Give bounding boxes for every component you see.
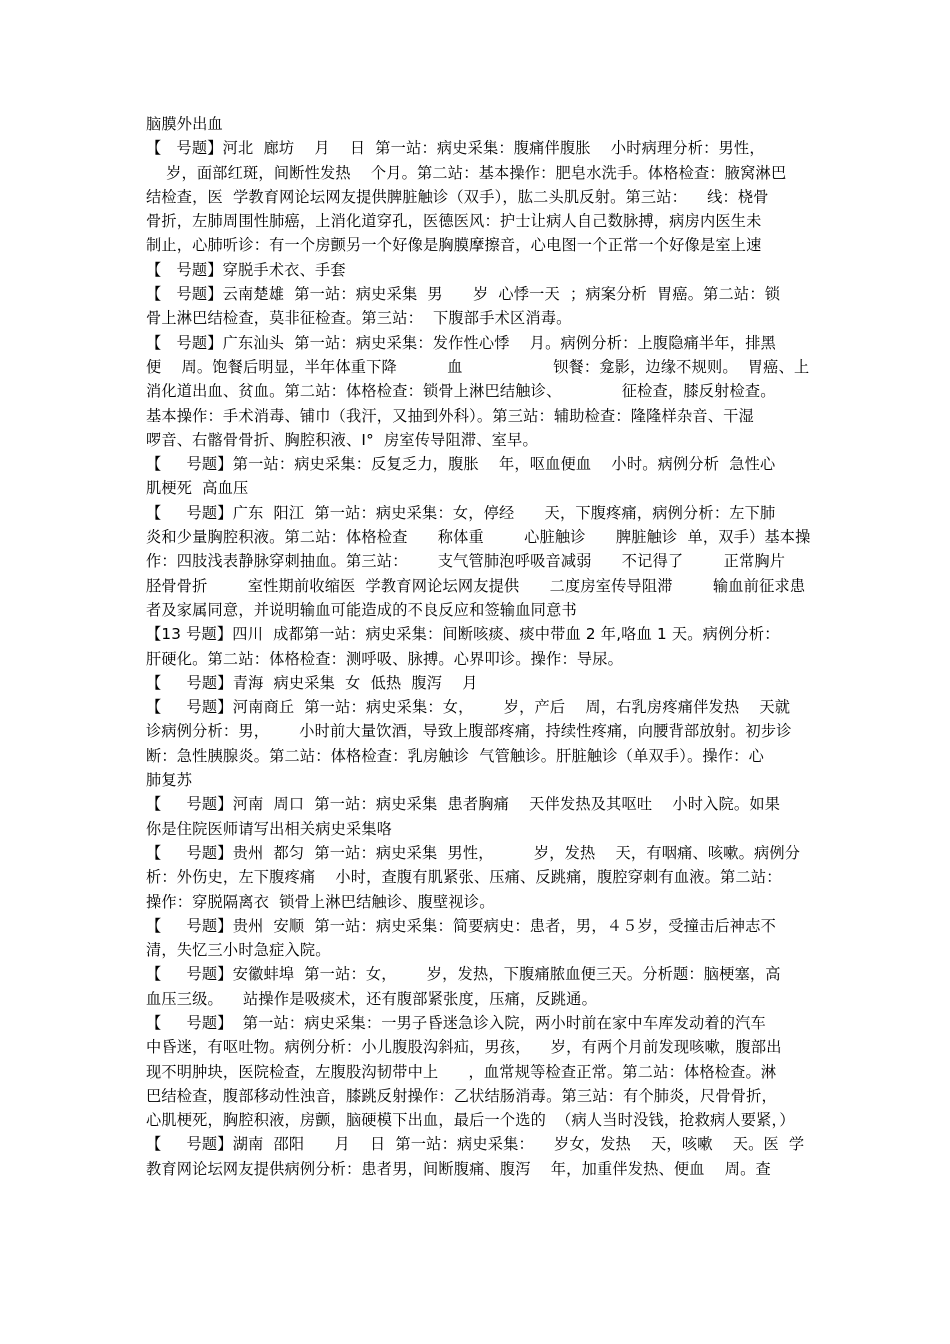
text-line: 者及家属同意，并说明输血可能造成的不良反应和签输血同意书 [146,600,577,619]
text-line: 炎和少量胸腔积液。第二站：体格检查 称体重 心脏触诊 脾脏触诊 单，双手）基本操 [146,528,811,547]
text-line: 你是住院医师请写出相关病史采集咯 [146,819,393,838]
text-line: 析：外伤史，左下腹疼痛 小时，查腹有肌紧张、压痛、反跳痛，腹腔穿刺有血液。第二站： [146,868,782,887]
text-line: 【 号题】第一站：病史采集：反复乏力，腹胀 年，呕血便血 小时。病例分析 急性心 [146,455,776,474]
text-line: 中昏迷，有呕吐物。病例分析：小儿腹股沟斜疝，男孩， 岁，有两个月前发现咳嗽，腹部出 [146,1038,782,1057]
text-line: 【 号题】广东 阳江 第一站：病史采集：女，停经 天，下腹疼痛，病例分析：左下肺 [146,503,776,522]
text-line: 脑膜外出血 [146,115,223,133]
text-line: 肺复苏 [146,771,193,790]
text-line: 便 周。饱餐后明显，半年体重下降 血 钡餐：龛影，边缘不规则。 胃癌、上 [146,357,810,376]
text-line: 肌梗死 高血压 [146,479,249,498]
text-line: 心肌梗死，胸腔积液，房颤，脑硬模下出血，最后一个选的 （病人当时没钱，抢救病人要紧，） [146,1111,795,1130]
text-line: 教育网论坛网友提供病例分析：患者男，间断腹痛、腹泻 年，加重伴发热、便血 周。查 [146,1159,771,1178]
text-line: 消化道出血、贫血。第二站：体格检查：锁骨上淋巴结触诊、 征检查，膝反射检查。 [146,382,776,401]
text-line: 岁，面部红斑，间断性发热 个月。第二站：基本操作：肥皂水洗手。体格检查：腋窝淋巴 [146,163,787,182]
text-line: 制止，心肺听诊：有一个房颤另一个好像是胸膜摩擦音，心电图一个正常一个好像是室上速 [146,236,762,255]
text-line: 血压三级。 站操作是吸痰术，还有腹部紧张度，压痛，反跳通。 [146,989,597,1008]
text-line: 作：四肢浅表静脉穿刺抽血。第三站： 支气管肺泡呼吸音减弱 不记得了 正常胸片 [146,552,786,571]
text-line: 断：急性胰腺炎。第二站：体格检查：乳房触诊 气管触诊。肝脏触诊（单双手）。操作：心 [146,746,764,765]
text-line: 【 号题】河南商丘 第一站：病史采集：女， 岁，产后 周，右乳房疼痛伴发热 天就 [146,698,791,717]
text-line: 基本操作：手术消毒、铺巾（我汗，又抽到外科）。第三站：辅助检查：隆隆样杂音、干湿 [146,406,754,425]
text-line: 【13 号题】四川 成都第一站：病史采集：间断咳痰、痰中带血 2 年,咯血 1 天。病例分析： [146,625,780,644]
text-line: 【 号题】贵州 都匀 第一站：病史采集 男性， 岁，发热 天，有咽痛、咳嗽。病例分 [146,843,801,862]
text-line: 【 号题】湖南 邵阳 月 日 第一站：病史采集： 岁女，发热 天，咳嗽 天。医 学 [146,1135,805,1154]
text-line: 结检查，医 学教育网论坛网友提供脾脏触诊（双手），肱二头肌反射。第三站： 线：桡骨 [146,187,769,206]
text-line: 【 号题】安徽蚌埠 第一站：女， 岁，发热，下腹痛脓血便三天。分析题：脑梗塞，高 [146,965,781,984]
text-line: 【 号题】穿脱手术衣、手套 [146,260,346,279]
text-line: 诊病例分析：男， 小时前大量饮酒，导致上腹部疼痛，持续性疼痛，向腰背部放射。初步诊 [146,722,792,741]
text-line: 肝硬化。第二站：体格检查：测呼吸、脉搏。心界叩诊。操作：导尿。 [146,649,624,668]
text-line: 【 号题】 第一站：病史采集：一男子昏迷急诊入院，两小时前在家中车库发动着的汽车 [146,1013,766,1032]
document-body [146,112,816,1181]
text-line: 【 号题】广东汕头 第一站：病史采集：发作性心悸 月。病例分析：上腹隐痛半年，排黑 [146,333,776,352]
text-line: 【 号题】云南楚雄 第一站：病史采集 男 岁 心悸一天 ；病案分析 胃癌。第二站：锁 [146,285,781,304]
text-line: 【 号题】青海 病史采集 女 低热 腹泻 月 [146,673,478,692]
text-line: 操作：穿脱隔离衣 锁骨上淋巴结触诊、腹壁视诊。 [146,892,495,911]
text-line: 胫骨骨折 室性期前收缩医 学教育网论坛网友提供 二度房室传导阻滞 输血前征求患 [146,576,806,595]
text-line: 骨折，左肺周围性肺癌，上消化道穿孔，医德医风：护士让病人自己数脉搏，病房内医生未 [146,212,762,231]
text-line: 现不明肿块，医院检查，左腹股沟韧带中上 ，血常规等检查正常。第二站：体格检查。淋 [146,1062,777,1081]
text-line: 骨上淋巴结检查，莫非征检查。第三站： 下腹部手术区消毒。 [146,309,572,328]
text-line: 啰音、右髂骨骨折、胸腔积液、Ⅰ° 房室传导阻滞、室早。 [146,430,538,449]
text-line: 【 号题】河南 周口 第一站：病史采集 患者胸痛 天伴发热及其呕吐 小时入院。如果 [146,795,781,814]
text-line: 【 号题】贵州 安顺 第一站：病史采集：简要病史：患者，男，４５岁，受撞击后神志不 [146,916,776,935]
text-line: 【 号题】河北 廊坊 月 日 第一站：病史采集：腹痛伴腹胀 小时病理分析：男性， [146,139,765,158]
text-line: 清，失忆三小时急症入院。 [146,941,331,960]
text-line: 巴结检查，腹部移动性浊音，膝跳反射操作：乙状结肠消毒。第三站：有个肺炎，尺骨骨折， [146,1086,777,1105]
